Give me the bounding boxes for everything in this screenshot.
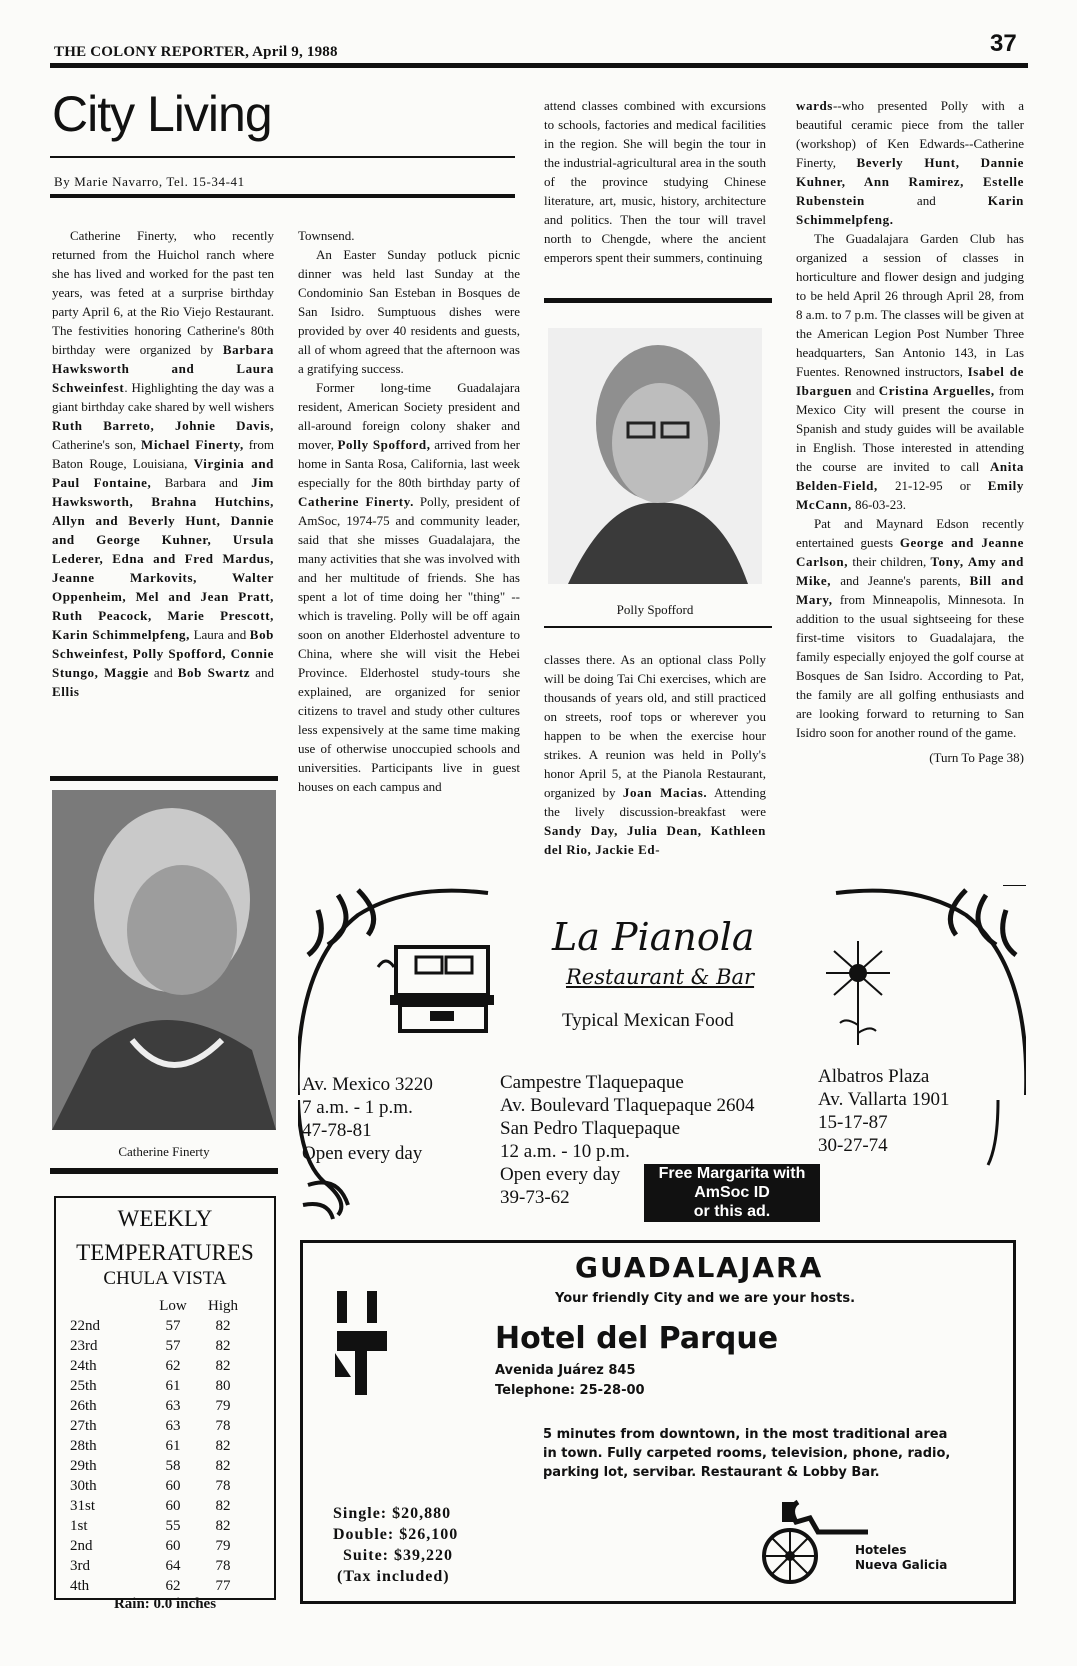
text: --who presented Polly with a beautiful ceramic piece from the taller (workshop) of Ken Edwards--Catherine Finerty, <box>796 98 1024 170</box>
text: Barbara and <box>151 475 252 490</box>
text: their children, <box>848 554 931 569</box>
names: Bob Swartz <box>177 665 251 680</box>
text: Laura and <box>190 627 250 642</box>
text: from Minneapolis, Minnesota. In addition to the usual sightseeing for these first-time visitors to Guadalajara, the family especially enjoyed the golf course at Bosques de San Isidro. According to Pat, the family are all golfing enthusiasts and are looking forward to returning to San Isidro soon for another round of the game. <box>796 592 1024 740</box>
text: Pat and Maynard Edson recently entertained guests <box>796 516 1024 550</box>
location-name: Campestre Tlaquepaque <box>500 1072 684 1093</box>
names: Joan Macias. <box>622 785 708 800</box>
text: An Easter Sunday potluck picnic dinner was held last Sunday at the Condominio San Esteban in Bosques de San Isidro. Sumptuous dishes were provided by over 40 residents and guests, all of whom agreed that the afternoon was a gratifying success. <box>298 247 520 376</box>
temps-high: 79 <box>215 1538 231 1554</box>
temps-row <box>70 1316 248 1336</box>
temps-day: 27th <box>70 1418 97 1434</box>
temps-day: 26th <box>70 1398 97 1414</box>
hotel-name: Hotel del Parque <box>495 1321 779 1356</box>
photo1-bottom-rule <box>50 1168 278 1174</box>
temps-high: 82 <box>215 1358 231 1374</box>
temps-day: 28th <box>70 1438 97 1454</box>
hotel-address: Avenida Juárez 845 <box>495 1363 636 1378</box>
names: Beverly Hunt, Dannie Kuhner, Ann Ramirez, Estelle Rubenstein <box>796 155 1024 208</box>
temps-low: 57 <box>165 1338 181 1354</box>
article-column-3-top <box>544 96 766 267</box>
names: Michael Finerty, <box>140 437 244 452</box>
section-title: City Living <box>52 86 272 142</box>
rate-double: Double: $26,100 <box>333 1526 459 1543</box>
temps-row <box>70 1576 248 1596</box>
temps-row <box>70 1436 248 1456</box>
temps-low: 61 <box>165 1378 181 1394</box>
names: Bill and Mary, <box>796 573 1024 607</box>
text: and <box>148 665 178 680</box>
text: and <box>250 665 274 680</box>
phone: 30-27-74 <box>818 1135 888 1156</box>
temps-high: 78 <box>215 1478 231 1494</box>
temps-day: 31st <box>70 1498 96 1514</box>
temps-day: 29th <box>70 1458 97 1474</box>
address: Av. Vallarta 1901 <box>818 1089 950 1110</box>
names: Ellis <box>52 684 80 699</box>
temps-day: 22nd <box>70 1318 100 1334</box>
paragraph-edson <box>796 514 1024 742</box>
temps-low: 58 <box>165 1458 181 1474</box>
pianola-name: La Pianola <box>552 915 755 959</box>
open-days: Open every day <box>500 1164 621 1185</box>
piano-icon <box>376 937 506 1037</box>
hotel-logo-icon <box>333 1287 393 1397</box>
names: Isabel de Ibarguen <box>796 364 1024 398</box>
temps-row <box>70 1476 248 1496</box>
hotel-description: 5 minutes from downtown, in the most traditional area in town. Fully carpeted rooms, television, phone, radio, parking lot, servibar. Restaurant & Lobby Bar. <box>543 1427 951 1480</box>
text: Former long-time Guadalajara resident, American Society president and all-around foreign colony shaker and mover, <box>298 380 520 452</box>
text: and Jeanne's parents, <box>831 573 970 588</box>
temps-low: 60 <box>165 1478 181 1494</box>
temps-high: 78 <box>215 1418 231 1434</box>
hotel-chain <box>855 1543 947 1573</box>
temps-high: 77 <box>215 1578 231 1594</box>
temps-low: 60 <box>165 1538 181 1554</box>
text: and <box>852 383 879 398</box>
article-column-3-bottom <box>544 650 766 859</box>
temps-row <box>70 1356 248 1376</box>
temps-location: CHULA VISTA <box>103 1268 227 1289</box>
hours: 7 a.m. - 1 p.m. <box>302 1097 413 1118</box>
chain-line: Nueva Galicia <box>855 1558 948 1572</box>
promo-line: Free Margarita with <box>658 1165 806 1182</box>
hotel-phone: Telephone: 25-28-00 <box>495 1383 645 1398</box>
temps-day: 3rd <box>70 1558 90 1574</box>
temps-row <box>70 1376 248 1396</box>
guadalajara-heading: GUADALAJARA <box>575 1251 824 1284</box>
text: attend classes combined with excursions to schools, factories and medical facilities in the region. She will begin the tour in the industrial-agricultural area in the south of the province studying Chinese literature, art, music, history, architecture and politics. Then the tour will travel north to Chengde, where the ancient emperors spent their summers, continuing <box>544 98 766 265</box>
turn-to-page: (Turn To Page 38) <box>929 750 1024 765</box>
text: Catherine Finerty, who recently returned from the Huichol ranch where she has lived and worked for the past ten years, was feted at a surprise birthday party April 6, at the Rio Viejo Restaurant. The festivities honoring Catherine's 80th birthday were organized by <box>52 228 274 357</box>
temps-high: 78 <box>215 1558 231 1574</box>
temps-row <box>70 1556 248 1576</box>
temps-day: 30th <box>70 1478 97 1494</box>
rate-single: Single: $20,880 <box>333 1505 452 1522</box>
temps-high: 82 <box>215 1318 231 1334</box>
names: Karin Schimmelpfeng. <box>796 193 1024 227</box>
pianola-subtitle: Restaurant & Bar <box>566 965 755 989</box>
pianola-tagline: Typical Mexican Food <box>562 1010 734 1031</box>
names: Anita Belden-Field, <box>796 459 1024 493</box>
photo2-caption: Polly Spofford <box>616 602 694 617</box>
text: Catherine's son, <box>52 437 141 452</box>
paragraph-china-tour <box>544 96 766 267</box>
names: Cristina Arguelles, <box>878 383 995 398</box>
paragraph-garden-club <box>796 229 1024 514</box>
text: The Guadalajara Garden Club has organized a session of classes in horticulture and flower design and judging to be held April 26 through April 28, from 8 a.m. to 7 p.m. The classes will be given at the American Legion Post Number Three headquarters, San Antonio 143, in Las Fuentes. Renowned instructors, <box>796 231 1024 379</box>
names: Barbara Hawksworth and Laura Schweinfest <box>52 342 274 395</box>
temps-high: 82 <box>215 1518 231 1534</box>
weekly-temperatures-box <box>54 1196 276 1612</box>
location-name: Albatros Plaza <box>818 1066 930 1087</box>
temps-low: 63 <box>165 1418 181 1434</box>
pianola-location-1 <box>302 1073 433 1165</box>
polly-spofford-photo <box>548 328 762 584</box>
paragraph-edwards <box>796 96 1024 229</box>
temps-title-2: TEMPERATURES <box>76 1240 254 1265</box>
paragraph-easter-picnic <box>298 245 520 378</box>
names: Virginia and Paul Fontaine, <box>52 456 274 490</box>
paragraph-tai-chi <box>544 650 766 859</box>
district: San Pedro Tlaquepaque <box>500 1118 681 1139</box>
text: Townsend. <box>298 228 355 243</box>
temps-high: 82 <box>215 1498 231 1514</box>
daisy-flower-icon <box>818 937 898 1047</box>
masthead-rule <box>50 63 1028 68</box>
address: Av. Mexico 3220 <box>302 1074 433 1095</box>
names: Bob Schweinfest, Polly Spofford, Connie Stungo, Maggie <box>52 627 274 680</box>
phone: 15-17-87 <box>818 1112 888 1133</box>
temps-high: 80 <box>215 1378 231 1394</box>
free-margarita-promo <box>644 1164 820 1222</box>
temps-row <box>70 1536 248 1556</box>
text: 86-03-23. <box>851 497 907 512</box>
byline: By Marie Navarro, Tel. 15-34-41 <box>54 174 245 189</box>
temps-low: 57 <box>165 1318 181 1334</box>
names: George and Jeanne Carlson, <box>796 535 1024 569</box>
temps-low: 60 <box>165 1498 181 1514</box>
temps-day: 2nd <box>70 1538 93 1554</box>
temps-row <box>70 1336 248 1356</box>
temps-row <box>70 1396 248 1416</box>
phone: 39-73-62 <box>500 1187 570 1208</box>
address: Av. Boulevard Tlaquepaque 2604 <box>500 1095 755 1116</box>
text: arrived from her home in Santa Rosa, California, last week especially for the 80th birthday party of <box>298 437 520 490</box>
text: from Mexico City will present the course in Spanish and study guides will be available in English. Those interested in attending the course are invited to call <box>796 383 1024 474</box>
temps-high: 82 <box>215 1458 231 1474</box>
temps-high: 82 <box>215 1438 231 1454</box>
temps-row <box>70 1456 248 1476</box>
byline-rule <box>50 194 515 198</box>
rate-suite: Suite: $39,220 <box>343 1547 453 1564</box>
temps-day: 23rd <box>70 1338 98 1354</box>
masthead-title: THE COLONY REPORTER, April 9, 1988 <box>54 44 338 60</box>
phone: 47-78-81 <box>302 1120 372 1141</box>
text: classes there. As an optional class Polly will be doing Tai Chi exercises, which are thousands of years old, and still practiced on streets, roof tops or wherever you happen to be when the exercise hour strikes. A reunion was held in Polly's honor April 5, at the Pianola Restaurant, organized by <box>544 652 766 800</box>
text: and <box>864 193 988 208</box>
temps-day: 1st <box>70 1518 88 1534</box>
temps-low: 63 <box>165 1398 181 1414</box>
article-column-1 <box>52 226 274 701</box>
temps-low: 61 <box>165 1438 181 1454</box>
catherine-finerty-photo <box>52 790 276 1130</box>
temps-high: 79 <box>215 1398 231 1414</box>
title-rule <box>50 156 515 158</box>
temps-title-1: WEEKLY <box>117 1206 213 1231</box>
temps-low: 55 <box>165 1518 181 1534</box>
paragraph-continued <box>298 226 520 245</box>
page-number: 37 <box>990 30 1017 57</box>
paragraph-spofford <box>298 378 520 796</box>
text: 21-12-95 or <box>877 478 988 493</box>
temps-table <box>70 1296 248 1596</box>
temps-day: 25th <box>70 1378 97 1394</box>
hotel-slogan: Your friendly City and we are your hosts. <box>555 1291 856 1306</box>
hotel-rates <box>333 1503 458 1587</box>
high-header: High <box>208 1298 238 1314</box>
chain-line: Hoteles <box>855 1543 907 1557</box>
temps-header-row <box>70 1296 248 1316</box>
photo2-bottom-rule <box>544 626 772 628</box>
hours: 12 a.m. - 10 p.m. <box>500 1141 630 1162</box>
photo1-caption: Catherine Finerty <box>118 1144 210 1159</box>
names: Emily McCann, <box>796 478 1024 512</box>
open-days: Open every day <box>302 1143 423 1164</box>
pianola-location-3 <box>818 1065 950 1157</box>
promo-line: AmSoc ID <box>694 1184 770 1201</box>
low-header: Low <box>159 1298 187 1314</box>
paragraph-finerty <box>52 226 274 701</box>
temps-row <box>70 1516 248 1536</box>
text: Attending the lively discussion-breakfast were <box>544 785 766 819</box>
names: Catherine Finerty. <box>298 494 414 509</box>
temps-low: 64 <box>165 1558 181 1574</box>
names: Ruth Barreto, Johnie Davis, <box>52 418 274 433</box>
names: Polly Spofford, <box>337 437 431 452</box>
temps-low: 62 <box>165 1358 181 1374</box>
tax-note: (Tax included) <box>337 1568 450 1585</box>
photo2-top-rule <box>544 298 772 303</box>
temps-high: 82 <box>215 1338 231 1354</box>
temps-day: 4th <box>70 1578 90 1594</box>
photo1-top-rule <box>50 776 278 781</box>
text: Polly, president of AmSoc, 1974-75 and community leader, said that she misses Guadalajara, the many activities that she was involved with and her multitude of friends. She has spent a lot of time doing her "thing" --which is traveling. Polly will be off again soon on another Elderhostel adventure to China, where she will visit the Hebei Province. Elderhostel study-tours she explained, are organized for senior citizens to travel and study other cultures less expensively at the same time making use of otherwise unoccupied schools and universities. Participants live in guest houses on each campus and <box>298 494 520 794</box>
names: wards <box>796 98 833 113</box>
promo-line: or this ad. <box>693 1203 771 1220</box>
names: Jim Hawksworth, Brahna Hutchins, Allyn and Beverly Hunt, Dannie and George Kuhner, Ursula Lederer, Edna and Fred Mardus, Jeanne Markovits, Walter Oppenheim, Mel and Jean Pratt, Ruth Peacock, Marie Prescott, Karin Schimmelpfeng, <box>52 475 274 642</box>
rain-total: Rain: 0.0 inches <box>113 1596 217 1612</box>
text: . Highlighting the day was a giant birthday cake shared by well wishers <box>52 380 274 414</box>
names: Sandy Day, Julia Dean, Kathleen del Rio, Jackie Ed- <box>544 823 766 857</box>
text: from Baton Rouge, Louisiana, <box>52 437 274 471</box>
temps-row <box>70 1496 248 1516</box>
temps-row <box>70 1416 248 1436</box>
article-column-4 <box>796 96 1024 767</box>
temps-day: 24th <box>70 1358 97 1374</box>
temps-low: 62 <box>165 1578 181 1594</box>
names: Tony, Amy and Mike, <box>796 554 1024 588</box>
hotel-del-parque-ad <box>300 1240 1016 1604</box>
article-column-2 <box>298 226 520 796</box>
